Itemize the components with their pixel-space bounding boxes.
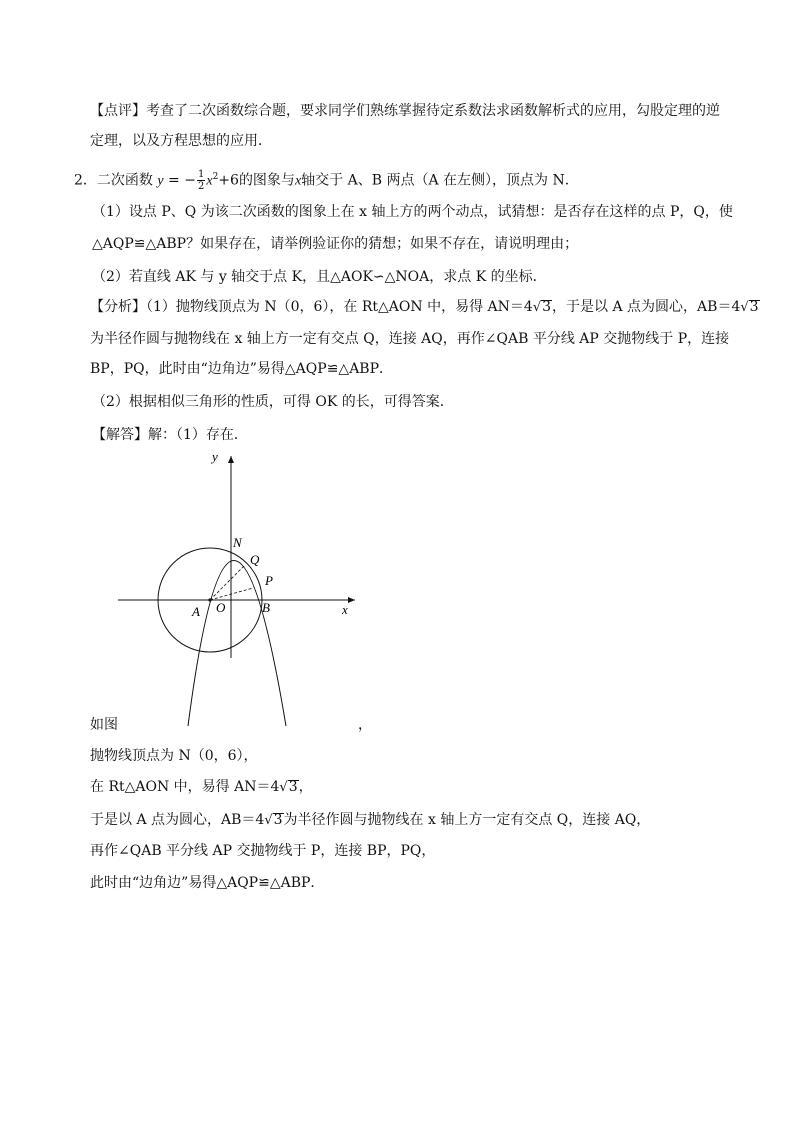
- label-b: B: [262, 600, 270, 615]
- review-tag: 【点评】: [90, 103, 146, 119]
- figure-caption-line: 如图 ，: [90, 717, 372, 733]
- parabola-circle-figure: [110, 448, 370, 738]
- analysis-line-1: 【分析】（1）抛物线顶点为 N（0，6），在 Rt△AON 中，易得 AN＝4√3，于是以 A 点为圆心，AB＝4√3: [90, 299, 759, 315]
- problem-statement: 2．二次函数 y = − $\frac{1}{2}$ $x^2+6$的图象与x轴交于 A、B 两点（A 在左侧），顶点为 N．: [74, 169, 579, 193]
- analysis-line-2: 为半径作圆与抛物线在 x 轴上方一定有交点 Q，连接 AQ，再作∠QAB 平分线 AP 交抛物线于 P，连接: [90, 331, 730, 347]
- solution-step-1: 抛物线顶点为 N（0，6），: [90, 748, 258, 764]
- review-line-2: 定理，以及方程思想的应用．: [90, 133, 272, 149]
- question-2-line: （2）若直线 AK 与 y 轴交于点 K，且△AOK∽△NOA，求点 K 的坐标．: [92, 269, 547, 285]
- review-line-1: 【点评】考查了二次函数综合题，要求同学们熟练掌握待定系数法求函数解析式的应用，勾股定理的逆: [90, 103, 720, 119]
- solution-step-5: 此时由“边角边”易得△AQP≌△ABP．: [90, 875, 325, 891]
- x-axis-arrow: [348, 597, 355, 603]
- solution-step-3: 于是以 A 点为圆心，AB＝4√3为半径作圆与抛物线在 x 轴上方一定有交点 Q，连接 AQ，: [90, 812, 651, 828]
- fraction: $\frac{1}{2}$: [197, 169, 205, 193]
- question-1-line-2: △AQP≌△ABP？如果存在，请举例验证你的猜想；如果不存在，请说明理由；: [92, 236, 579, 252]
- label-x: x: [342, 602, 348, 617]
- solution-step-4: 再作∠QAB 平分线 AP 交抛物线于 P，连接 BP，PQ，: [90, 843, 436, 859]
- solution-step-2: 在 Rt△AON 中，易得 AN＝4√3，: [90, 779, 313, 795]
- question-1-line-1: （1）设点 P、Q 为该二次函数的图象上在 x 轴上方的两个动点，试猜想：是否存在这样的点 P，Q，使: [92, 204, 733, 220]
- label-p: P: [265, 573, 273, 588]
- label-n: N: [233, 535, 242, 550]
- analysis-tag: 【分析】: [90, 299, 146, 315]
- answer-line-1: 【解答】解：（1）存在．: [92, 427, 248, 443]
- problem-number: 2．: [74, 172, 97, 189]
- label-y: y: [212, 449, 218, 464]
- label-o: O: [216, 600, 226, 615]
- analysis-line-3: BP，PQ，此时由“边角边”易得△AQP≌△ABP．: [90, 361, 394, 377]
- y-axis-arrow: [228, 456, 234, 463]
- label-q: Q: [250, 552, 260, 567]
- analysis-line-4: （2）根据相似三角形的性质，可得 OK 的长，可得答案．: [92, 394, 454, 410]
- answer-tag: 【解答】: [92, 427, 148, 443]
- label-a: A: [192, 604, 200, 619]
- point-a: [208, 598, 211, 601]
